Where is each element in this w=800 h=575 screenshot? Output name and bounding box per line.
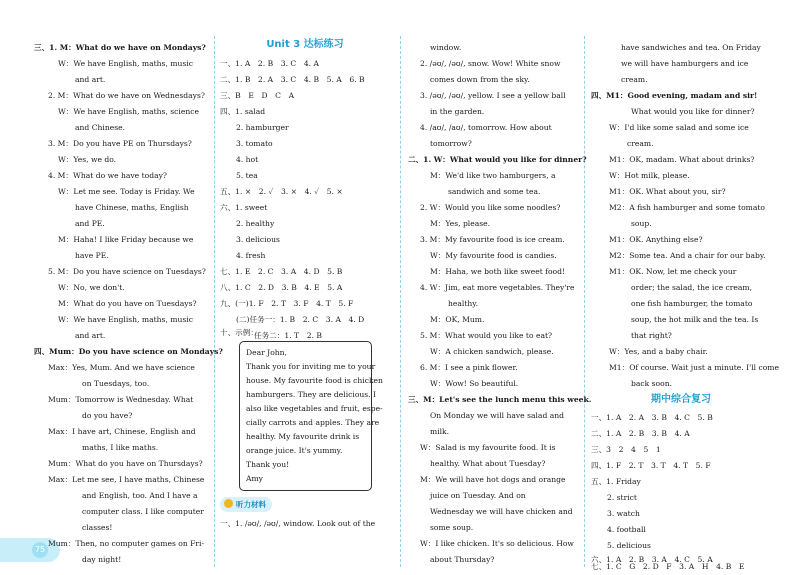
text-line: 八、1. C 2. D 3. B 4. E 5. A [220, 283, 343, 292]
text-line: W：My favourite food is candies. [430, 251, 557, 260]
text-line: M1：OK. Anything else? [609, 235, 703, 244]
text-line: Mum：Tomorrow is Wednesday. What [48, 395, 194, 404]
text-line: Wednesday we will have chicken and [430, 507, 573, 516]
text-line: window. [430, 43, 462, 52]
text-line: W：A chicken sandwich, please. [430, 347, 554, 356]
text-line: 七、1. C G 2. D F 3. A H 4. B E [591, 562, 745, 571]
text-line: 2. M：What do we have on Wednesdays? [48, 91, 205, 100]
text-line: W：Yes, and a baby chair. [609, 347, 708, 356]
text-line: 六、1. sweet [220, 203, 268, 212]
text-line: W：Yes, we do. [58, 155, 117, 164]
text-line: 四、M1：Good evening, madam and sir! [591, 91, 758, 100]
text-line: 2. healthy [236, 219, 275, 228]
text-line: cream. [621, 75, 648, 84]
text-line: 4. football [607, 525, 646, 534]
text-line: 2. strict [607, 493, 637, 502]
text-line: M1：OK. Now, let me check your [609, 267, 737, 276]
letter-line: Dear John, [246, 348, 287, 357]
text-line: have PE. [75, 251, 109, 260]
text-line: Max：I have art, Chinese, English and [48, 427, 196, 436]
text-line: 3. tomato [236, 139, 273, 148]
text-line: W：No, we don't. [58, 283, 125, 292]
text-line: classes! [82, 523, 113, 532]
text-line: M：We will have hot dogs and orange [420, 475, 566, 484]
text-line: 六、1. A 2. B 3. A 4. C 5. A [591, 555, 713, 564]
text-line: M：We'd like two hamburgers, a [430, 171, 556, 180]
text-line: W：We have English, maths, music [58, 315, 193, 324]
text-line: 4. W：Jim, eat more vegetables. They're [420, 283, 575, 292]
text-line: 6. M：I see a pink flower. [420, 363, 518, 372]
text-line: 3. /əʊ/, /əʊ/, yellow. I see a yellow ball [420, 91, 566, 100]
text-line: M2：Some tea. And a chair for our baby. [609, 251, 766, 260]
text-line: Mum：What do you have on Thursdays? [48, 459, 203, 468]
text-line: 一、1. /əʊ/, /əʊ/, window. Look out of the [220, 519, 376, 528]
text-line: and English, too. And I have a [82, 491, 198, 500]
text-line: maths, I like maths. [82, 443, 159, 452]
text-line: 5. M：Do you have science on Tuesdays? [48, 267, 206, 276]
text-line: 一、1. A 2. A 3. B 4. C 5. B [591, 413, 713, 422]
text-line: soup, the hot milk and the tea. Is [631, 315, 759, 324]
text-line: M1：Of course. Wait just a minute. I'll come [609, 363, 779, 372]
text-line: W：Salad is my favourite food. It is [420, 443, 556, 452]
text-line: 一、1. A 2. B 3. C 4. A [220, 59, 319, 68]
text-line: 2. /əʊ/, /əʊ/, snow. Wow! White snow [420, 59, 561, 68]
text-line: 五、1. Friday [591, 477, 641, 486]
answer-column-1 [30, 0, 223, 575]
letter-line: healthy. My favourite drink is [246, 432, 360, 441]
text-line: Max：Yes, Mum. And we have science [48, 363, 195, 372]
column-divider [214, 36, 215, 567]
text-line: W：Hot milk, please. [609, 171, 690, 180]
text-line: healthy. What about Tuesday? [430, 459, 546, 468]
text-line: comes down from the sky. [430, 75, 530, 84]
answer-column-2 [220, 0, 390, 575]
letter-line: hamburgers. They are delicious. I [246, 390, 377, 399]
listening-material-badge [220, 497, 272, 512]
text-line: M1：OK, madam. What about drinks? [609, 155, 755, 164]
text-line: 七、1. E 2. C 3. A 4. D 5. B [220, 267, 343, 276]
text-line: 4. /aʊ/, /aʊ/, tomorrow. How about [420, 123, 552, 132]
text-line: sandwich and some tea. [448, 187, 541, 196]
badge-label: 听力材料 [236, 500, 266, 509]
text-line: 四、Mum：Do you have science on Mondays? [34, 347, 223, 356]
text-line: computer class. I like computer [82, 507, 204, 516]
text-line: 4. fresh [236, 251, 266, 260]
text-line: On Monday we will have salad and [430, 411, 565, 420]
column-divider [584, 36, 585, 567]
text-line: W：I'd like some salad and some ice [609, 123, 749, 132]
text-line: in the garden. [430, 107, 485, 116]
text-line: 二、1. W：What would you like for dinner? [408, 155, 587, 164]
text-line: 三、1. M：What do we have on Mondays? [34, 43, 206, 52]
text-line: 3. delicious [236, 235, 280, 244]
page-number: 75 [32, 542, 48, 558]
text-line: 5. M：What would you like to eat? [420, 331, 553, 340]
text-line: W：We have English, maths, music [58, 59, 193, 68]
text-line: M：OK, Mum. [430, 315, 485, 324]
text-line: 三、3 2 4 5 1 [591, 445, 661, 454]
answer-column-3 [408, 0, 592, 575]
text-line: 3. M：Do you have PE on Thursdays? [48, 139, 192, 148]
text-line: 4. hot [236, 155, 259, 164]
text-line: 四、1. salad [220, 107, 266, 116]
text-line: W：We have English, maths, science [58, 107, 199, 116]
text-line: have sandwiches and tea. On Friday [621, 43, 761, 52]
text-line: 2. W：Would you like some noodles? [420, 203, 561, 212]
text-line: Mum：Then, no computer games on Fri- [48, 539, 205, 548]
text-line: tomorrow? [430, 139, 472, 148]
text-line: 3. M：My favourite food is ice cream. [420, 235, 565, 244]
text-line: have Chinese, maths, English [75, 203, 189, 212]
text-line: 三、B E D C A [220, 91, 295, 100]
column-divider [400, 36, 401, 567]
text-line: on Tuesdays, too. [82, 379, 150, 388]
text-line: cream. [627, 139, 654, 148]
text-line: we will have hamburgers and ice [621, 59, 749, 68]
letter-line: Amy [246, 474, 263, 483]
text-line: 5. tea [236, 171, 258, 180]
text-line: 九、(一)1. F 2. T 3. F 4. T 5. F [220, 299, 354, 308]
text-line: 2. hamburger [236, 123, 289, 132]
text-line: M：What do you have on Tuesdays? [58, 299, 197, 308]
text-line: and art. [75, 331, 106, 340]
text-line: about Thursday? [430, 555, 495, 564]
text-line: W：Let me see. Today is Friday. We [58, 187, 195, 196]
letter-line: cially carrots and apples. They are [246, 418, 380, 427]
text-line: 任务二：1. T 2. B [254, 331, 322, 340]
letter-line: Thank you! [246, 460, 290, 469]
text-line: M：Yes, please. [430, 219, 491, 228]
text-line: 二、1. A 2. B 3. B 4. A [591, 429, 690, 438]
text-line: 三、M：Let's see the lunch menu this week. [408, 395, 592, 404]
text-line: M：Haha! I like Friday because we [58, 235, 194, 244]
text-line: and art. [75, 75, 106, 84]
text-line: one fish hamburger, the tomato [631, 299, 753, 308]
text-line: M1：OK. What about you, sir? [609, 187, 726, 196]
text-line: Max：Let me see, I have maths, Chinese [48, 475, 205, 484]
text-line: and PE. [75, 219, 105, 228]
text-line: day night! [82, 555, 122, 564]
text-line: 四、1. F 2. T 3. T 4. T 5. F [591, 461, 711, 470]
text-line: What would you like for dinner? [631, 107, 755, 116]
text-line: soup. [631, 219, 652, 228]
text-line: 5. delicious [607, 541, 651, 550]
letter-line: Thank you for inviting me to your [246, 362, 376, 371]
text-line: juice on Tuesday. And on [430, 491, 526, 500]
text-line: healthy. [448, 299, 478, 308]
letter-line: orange juice. It's yummy. [246, 446, 343, 455]
text-line: that right? [631, 331, 672, 340]
text-line: order; the salad, the ice cream, [631, 283, 753, 292]
text-line: and Chinese. [75, 123, 126, 132]
text-line: W：Wow! So beautiful. [430, 379, 519, 388]
letter-line: house. My favourite food is chicken [246, 376, 383, 385]
text-line: 十、示例： [220, 328, 258, 337]
text-line: (二)任务一：1. B 2. C 3. A 4. D [236, 315, 365, 324]
text-line: do you have? [82, 411, 133, 420]
text-line: W：I like chicken. It's so delicious. How [420, 539, 574, 548]
text-line: back soon. [631, 379, 673, 388]
answer-column-4 [591, 0, 779, 575]
text-line: M：Haha, we both like sweet food! [430, 267, 566, 276]
section-title: Unit 3 达标练习 [266, 39, 344, 50]
text-line: 二、1. B 2. A 3. C 4. B 5. A 6. B [220, 75, 365, 84]
text-line: M2：A fish hamburger and some tomato [609, 203, 766, 212]
letter-line: also like vegetables and fruit, espe- [246, 404, 383, 413]
text-line: milk. [430, 427, 450, 436]
section-title: 期中综合复习 [651, 394, 711, 405]
headphones-icon [224, 499, 233, 508]
text-line: 3. watch [607, 509, 640, 518]
sample-letter-box [239, 341, 383, 491]
text-line: some soup. [430, 523, 474, 532]
text-line: 五、1. × 2. ✓ 3. × 4. ✓ 5. × [220, 187, 343, 196]
text-line: 4. M：What do we have today? [48, 171, 167, 180]
